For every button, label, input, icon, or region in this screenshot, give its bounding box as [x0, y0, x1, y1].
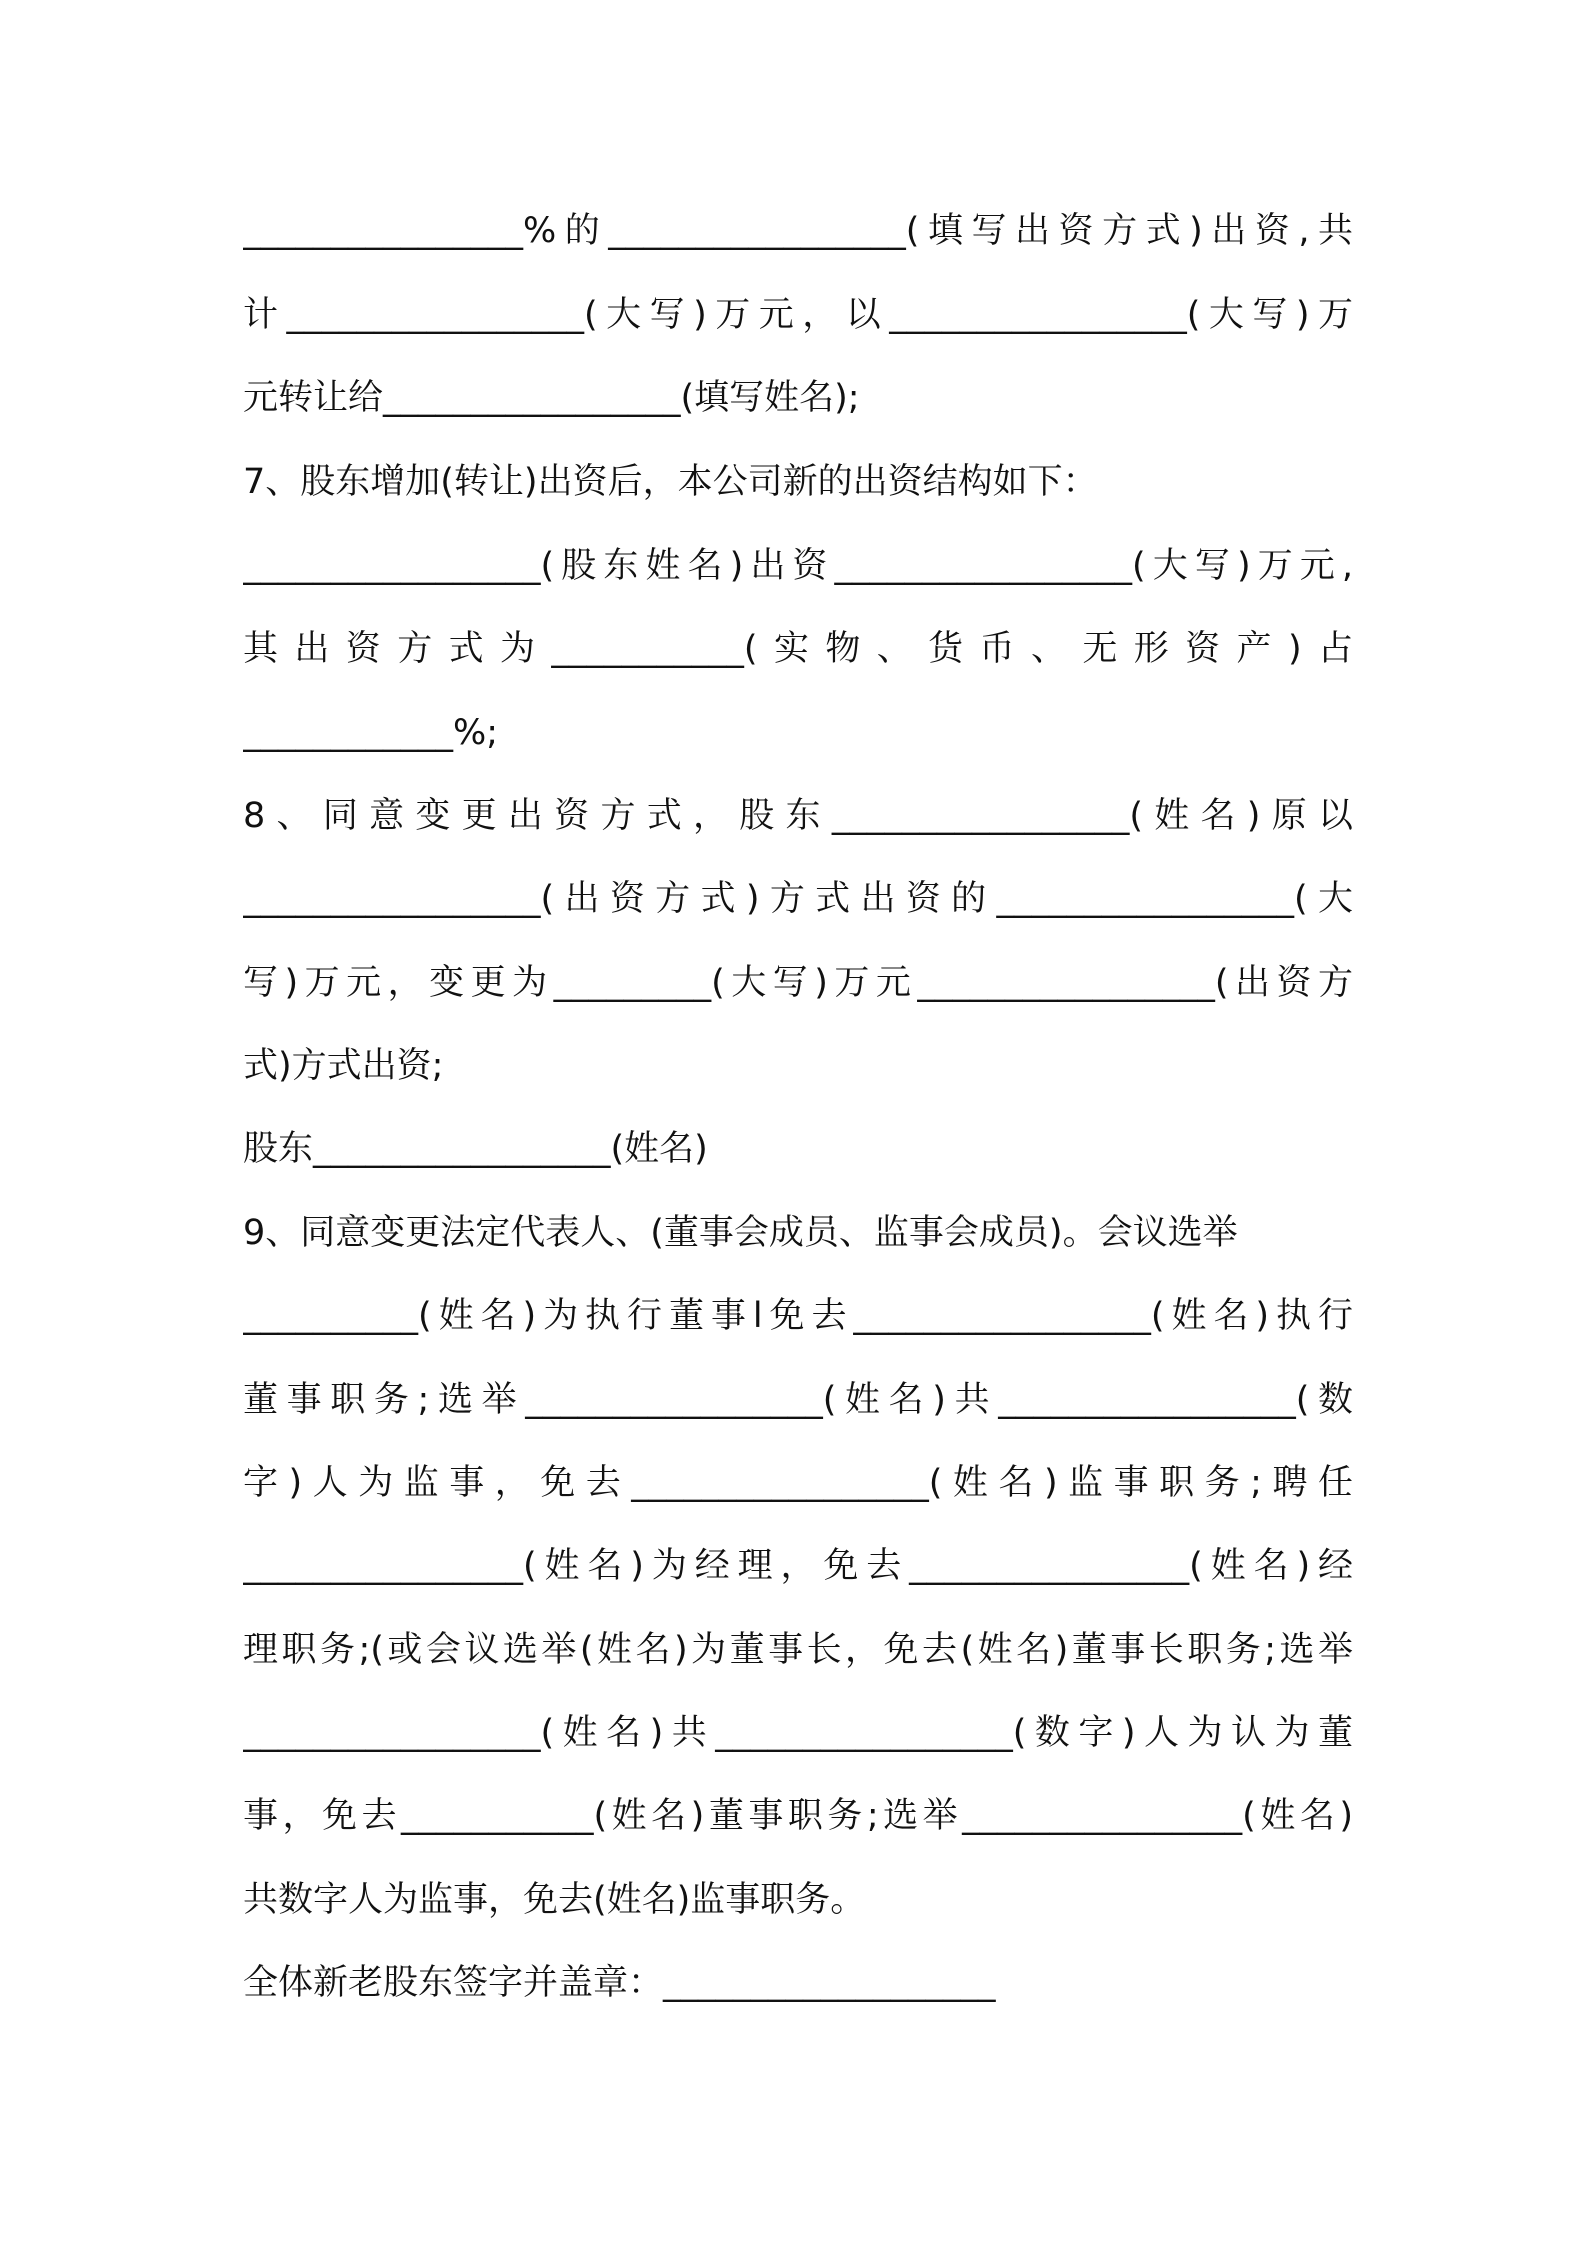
text-line-8: 8、同意变更出资方式，股东_________________(姓名)原以 [243, 796, 1353, 836]
text-line-5: _________________(股东姓名)出资_________________(大写)万元, [243, 546, 1353, 586]
text-line-12: 股东_________________(姓名) [243, 1129, 708, 1169]
text-line-2: 计_________________(大写)万元，以_________________(大写)万 [243, 295, 1353, 335]
text-line-11: 式)方式出资; [243, 1046, 444, 1086]
text-line-14: __________(姓名)为执行董事l免去_________________(姓名)执行 [243, 1296, 1353, 1336]
text-line-3: 元转让给_________________(填写姓名); [243, 378, 860, 418]
text-line-7: ____________%; [243, 713, 499, 753]
signature-line: 全体新老股东签字并盖章：___________________ [243, 1963, 996, 2003]
text-line-4: 7、股东增加(转让)出资后，本公司新的出资结构如下： [243, 462, 1098, 502]
text-line-18: 理职务;(或会议选举(姓名)为董事长，免去(姓名)董事长职务;选举 [243, 1630, 1353, 1670]
text-line-19: _________________(姓名)共_________________(数字)人为认为董 [243, 1713, 1353, 1753]
text-line-16: 字)人为监事，免去_________________(姓名)监事职务;聘任 [243, 1463, 1353, 1503]
text-line-20: 事，免去___________(姓名)董事职务;选举________________(姓名) [243, 1796, 1353, 1836]
text-line-17: ________________(姓名)为经理，免去________________(姓名)经 [243, 1546, 1353, 1586]
text-line-10: 写)万元，变更为_________(大写)万元_________________(出资方 [243, 963, 1353, 1003]
text-line-1: ________________%的_________________(填写出资方式)出资,共 [243, 211, 1353, 251]
text-line-15: 董事职务;选举_________________(姓名)共_________________(数 [243, 1380, 1353, 1420]
text-line-13: 9、同意变更法定代表人、(董事会成员、监事会成员)。会议选举 [243, 1213, 1238, 1253]
text-line-9: _________________(出资方式)方式出资的_________________(大 [243, 879, 1353, 919]
text-line-6: 其出资方式为___________(实物、货币、无形资产)占 [243, 629, 1353, 669]
text-line-21: 共数字人为监事，免去(姓名)监事职务。 [243, 1880, 866, 1920]
